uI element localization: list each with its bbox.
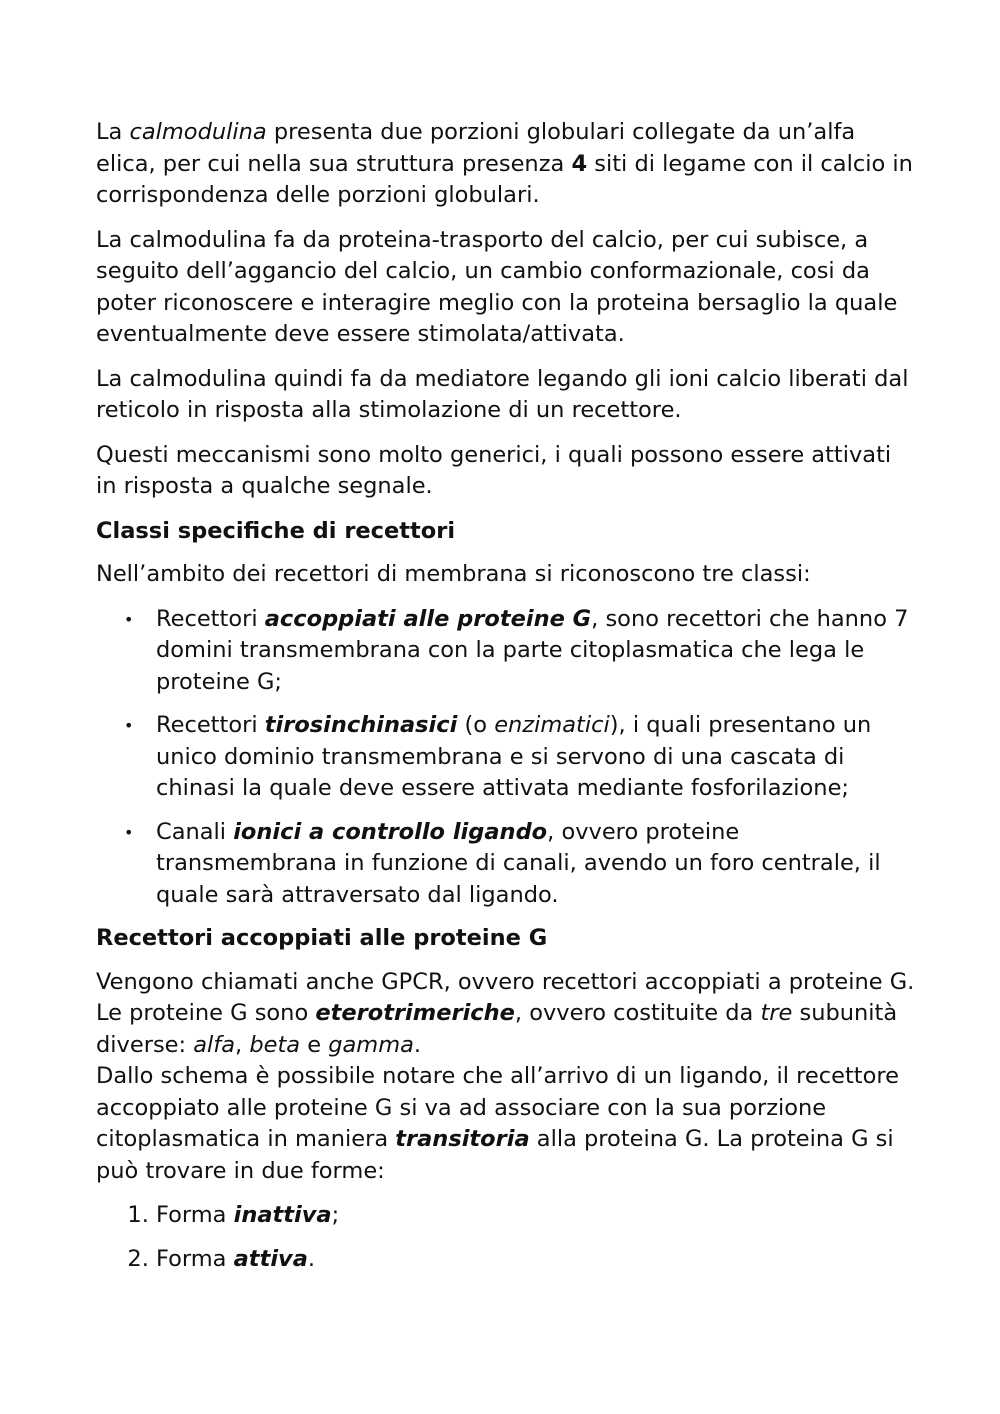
list-item bbox=[156, 1200, 916, 1232]
text: ; bbox=[331, 1202, 340, 1228]
text: Canali bbox=[156, 818, 234, 845]
text: La bbox=[96, 119, 130, 145]
bold-italic-text: attiva bbox=[233, 1245, 308, 1272]
bold-italic-text: accoppiati alle proteine G bbox=[264, 605, 592, 632]
italic-text: enzimatici bbox=[494, 712, 610, 738]
italic-text: tre bbox=[760, 1000, 793, 1026]
bold-italic-text: eterotrimeriche bbox=[315, 1000, 515, 1026]
text: e bbox=[300, 1031, 329, 1058]
italic-text: beta bbox=[249, 1031, 301, 1058]
text: . bbox=[413, 1031, 422, 1058]
text: alla proteina G. La proteina G si può trovare in due forme: bbox=[96, 1126, 894, 1184]
bold-italic-text: tirosinchinasici bbox=[264, 712, 458, 738]
text: Forma bbox=[156, 1245, 234, 1272]
text: Vengono chiamati anche GPCR, ovvero recettori accoppiati a proteine G. Le proteine G sono bbox=[96, 968, 915, 1026]
text: , ovvero proteine transmembrana in funzione di canali, avendo un foro centrale, il quale sarà attraversato dal ligando. bbox=[156, 818, 881, 908]
italic-text: alfa bbox=[193, 1031, 235, 1058]
text: , ovvero costituite da bbox=[514, 1000, 761, 1026]
receptor-classes-list bbox=[96, 604, 916, 912]
text: , bbox=[235, 1031, 250, 1058]
text: , sono recettori che hanno 7 domini transmembrana con la parte citoplasmatica che lega le proteine G; bbox=[156, 605, 909, 695]
paragraph-gpcr-definition bbox=[96, 967, 916, 1062]
text: Recettori bbox=[156, 712, 265, 738]
list-item bbox=[156, 817, 916, 912]
text: (o bbox=[457, 712, 495, 738]
list-item bbox=[156, 710, 916, 805]
paragraph-calmodulina-mediator: La calmodulina quindi fa da mediatore legando gli ioni calcio liberati dal reticolo in risposta alla stimolazione di un recettore. bbox=[96, 365, 909, 423]
italic-text: gamma bbox=[328, 1031, 414, 1058]
document-body bbox=[96, 117, 916, 1287]
g-protein-forms-list bbox=[96, 1200, 916, 1275]
bold-text: 4 bbox=[571, 150, 588, 177]
text: siti di legame con il calcio in corrispondenza delle porzioni globulari. bbox=[96, 150, 913, 208]
heading-receptor-classes: Classi specifiche di recettori bbox=[96, 517, 456, 544]
text: Forma bbox=[156, 1202, 234, 1228]
paragraph-gpcr-scheme bbox=[96, 1061, 916, 1187]
text: subunità diverse: bbox=[96, 1000, 898, 1058]
list-item bbox=[156, 1244, 916, 1276]
text: Recettori bbox=[156, 605, 265, 632]
text: ), i quali presentano un unico dominio transmembrana e si servono di una cascata di chinasi la quale deve essere attivata mediante fosforilazione; bbox=[156, 712, 872, 801]
list-item bbox=[156, 604, 916, 699]
paragraph-calmodulina-structure bbox=[96, 117, 916, 212]
paragraph-mechanisms: Questi meccanismi sono molto generici, i quali possono essere attivati in risposta a qualche segnale. bbox=[96, 441, 892, 499]
paragraph-calmodulina-transport: La calmodulina fa da proteina-trasporto del calcio, per cui subisce, a seguito dell’aggancio del calcio, un cambio conformazionale, cosi da poter riconoscere e interagire meglio con la proteina bersaglio la quale eventualmente deve essere stimolata/attivata. bbox=[96, 226, 898, 347]
italic-text: calmodulina bbox=[129, 119, 267, 145]
text: Dallo schema è possibile notare che all’arrivo di un ligando, il recettore accoppiato alle proteine G si va ad associare con la sua porzione citoplasmatica in maniera bbox=[96, 1063, 899, 1152]
text: presenta due porzioni globulari collegate da un’alfa elica, per cui nella sua struttura presenza bbox=[96, 119, 856, 177]
heading-gpcr: Recettori accoppiati alle proteine G bbox=[96, 925, 548, 951]
bold-italic-text: inattiva bbox=[233, 1202, 332, 1228]
text: . bbox=[307, 1245, 316, 1272]
paragraph-receptor-intro: Nell’ambito dei recettori di membrana si riconoscono tre classi: bbox=[96, 561, 811, 587]
bold-italic-text: transitoria bbox=[395, 1126, 530, 1152]
bold-italic-text: ionici a controllo ligando bbox=[233, 818, 548, 845]
